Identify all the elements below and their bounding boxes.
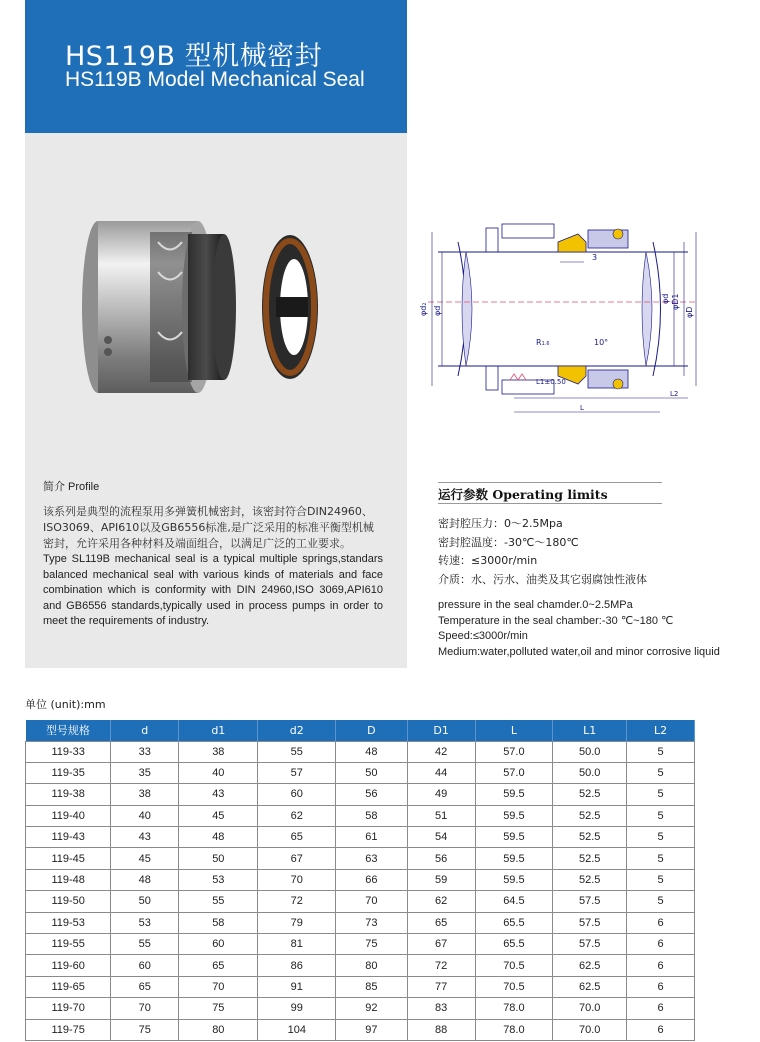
value-cell: 70.5 [475, 976, 553, 997]
table-row [26, 762, 695, 783]
value-cell: 6 [627, 955, 695, 976]
spec-table-body [26, 741, 695, 1040]
table-row [26, 912, 695, 933]
profile-heading: 简介 Profile [43, 481, 100, 493]
value-cell: 50 [111, 891, 179, 912]
value-cell: 59.5 [475, 848, 553, 869]
model-cell: 119-38 [26, 784, 111, 805]
value-cell: 70.0 [553, 1019, 627, 1040]
value-cell: 104 [258, 1019, 336, 1040]
dim-R-label [536, 338, 550, 347]
table-row [26, 998, 695, 1019]
value-cell: 70 [111, 998, 179, 1019]
value-cell: 54 [407, 827, 475, 848]
value-cell: 70 [179, 976, 258, 997]
value-cell: 6 [627, 998, 695, 1019]
model-cell: 119-75 [26, 1019, 111, 1040]
table-row [26, 976, 695, 997]
value-cell: 81 [258, 934, 336, 955]
col-header: L2 [627, 720, 695, 741]
operating-limits-heading: 运行参数 Operating limits [438, 487, 608, 502]
value-cell: 52.5 [553, 805, 627, 826]
value-cell: 73 [336, 912, 408, 933]
model-cell: 119-45 [26, 848, 111, 869]
model-cell: 119-40 [26, 805, 111, 826]
value-cell: 99 [258, 998, 336, 1019]
value-cell: 50.0 [553, 762, 627, 783]
table-row [26, 741, 695, 762]
value-cell: 5 [627, 891, 695, 912]
model-cell: 119-48 [26, 869, 111, 890]
col-header: d2 [258, 720, 336, 741]
value-cell: 55 [111, 934, 179, 955]
value-cell: 56 [336, 784, 408, 805]
value-cell: 53 [111, 912, 179, 933]
value-cell: 52.5 [553, 848, 627, 869]
value-cell: 85 [336, 976, 408, 997]
value-cell: 64.5 [475, 891, 553, 912]
value-cell: 97 [336, 1019, 408, 1040]
dim-d-left-label: φd [433, 305, 442, 316]
value-cell: 60 [179, 934, 258, 955]
value-cell: 40 [111, 805, 179, 826]
value-cell: 60 [111, 955, 179, 976]
dim-d-right-label: φd [661, 293, 670, 304]
value-cell: 5 [627, 848, 695, 869]
value-cell: 78.0 [475, 1019, 553, 1040]
col-header: 型号规格 [26, 720, 111, 741]
model-cell: 119-35 [26, 762, 111, 783]
value-cell: 38 [179, 741, 258, 762]
ops-heading-rule-bottom [438, 503, 662, 504]
value-cell: 65 [179, 955, 258, 976]
model-cell: 119-33 [26, 741, 111, 762]
model-cell: 119-43 [26, 827, 111, 848]
value-cell: 6 [627, 976, 695, 997]
dim-L1-label: L1±0.50 [536, 378, 566, 386]
value-cell: 57.0 [475, 741, 553, 762]
profile-text-chinese: 该系列是典型的流程泵用多弹簧机械密封，该密封符合DIN24960、ISO3069、API610以及GB6556标准,是广泛采用的标准平衡型机械密封，允许采用各种材料及端面组合，以满足广泛的工业要求。 [43, 505, 374, 550]
value-cell: 35 [111, 762, 179, 783]
value-cell: 57.5 [553, 912, 627, 933]
value-cell: 43 [179, 784, 258, 805]
operating-limits-cn-list [438, 515, 647, 590]
ops-en-item: Temperature in the seal chamber:-30 ℃~180 ℃ [438, 614, 674, 627]
spec-table-header-row [26, 720, 695, 741]
dim-D1-label: φD1 [671, 293, 680, 310]
value-cell: 6 [627, 912, 695, 933]
table-row [26, 891, 695, 912]
value-cell: 77 [407, 976, 475, 997]
profile-text-english: Type SL119B mechanical seal is a typical multiple springs,standars balanced mechanical seal with various kinds of materials and face combination which is conformity with DIN 24960,ISO 3069,API610 and GB6556 standards,typically used in process pumps in order to meet the requirements of industry. [43, 553, 383, 628]
value-cell: 75 [336, 934, 408, 955]
value-cell: 58 [179, 912, 258, 933]
table-row [26, 805, 695, 826]
table-row [26, 827, 695, 848]
value-cell: 66 [336, 869, 408, 890]
value-cell: 40 [179, 762, 258, 783]
value-cell: 65.5 [475, 934, 553, 955]
value-cell: 61 [336, 827, 408, 848]
value-cell: 33 [111, 741, 179, 762]
value-cell: 50 [179, 848, 258, 869]
value-cell: 60 [258, 784, 336, 805]
value-cell: 59.5 [475, 869, 553, 890]
col-header: L1 [553, 720, 627, 741]
value-cell: 75 [179, 998, 258, 1019]
dim-D-label: φD [685, 306, 694, 318]
ops-cn-item: 密封腔温度：-30℃～180℃ [438, 535, 579, 549]
table-row [26, 869, 695, 890]
col-header: D [336, 720, 408, 741]
value-cell: 5 [627, 869, 695, 890]
value-cell: 59.5 [475, 827, 553, 848]
value-cell: 70.5 [475, 955, 553, 976]
ops-en-item: pressure in the seal chamder.0~2.5MPa [438, 599, 633, 611]
value-cell: 44 [407, 762, 475, 783]
model-cell: 119-50 [26, 891, 111, 912]
value-cell: 62 [407, 891, 475, 912]
spec-table [25, 720, 695, 1041]
value-cell: 57.5 [553, 891, 627, 912]
title-english: HS119B Model Mechanical Seal [65, 68, 365, 91]
value-cell: 5 [627, 805, 695, 826]
col-header: L [475, 720, 553, 741]
table-row [26, 955, 695, 976]
value-cell: 6 [627, 934, 695, 955]
value-cell: 5 [627, 741, 695, 762]
unit-label: 单位 (unit):mm [25, 698, 106, 711]
value-cell: 52.5 [553, 869, 627, 890]
table-row [26, 784, 695, 805]
value-cell: 65 [111, 976, 179, 997]
value-cell: 91 [258, 976, 336, 997]
value-cell: 52.5 [553, 784, 627, 805]
value-cell: 63 [336, 848, 408, 869]
value-cell: 50 [336, 762, 408, 783]
model-cell: 119-70 [26, 998, 111, 1019]
value-cell: 43 [111, 827, 179, 848]
value-cell: 55 [179, 891, 258, 912]
value-cell: 56 [407, 848, 475, 869]
operating-limits-en-list [438, 598, 720, 660]
seal-cross-section-drawing [418, 212, 718, 422]
value-cell: 49 [407, 784, 475, 805]
dim-R-sub: 1.6 [541, 341, 550, 347]
ops-cn-item: 介质：水、污水、油类及其它弱腐蚀性液体 [438, 573, 647, 587]
value-cell: 70 [336, 891, 408, 912]
value-cell: 75 [111, 1019, 179, 1040]
value-cell: 65 [258, 827, 336, 848]
value-cell: 78.0 [475, 998, 553, 1019]
value-cell: 42 [407, 741, 475, 762]
value-cell: 57.0 [475, 762, 553, 783]
value-cell: 72 [407, 955, 475, 976]
value-cell: 67 [407, 934, 475, 955]
model-cell: 119-55 [26, 934, 111, 955]
value-cell: 5 [627, 784, 695, 805]
value-cell: 51 [407, 805, 475, 826]
value-cell: 48 [179, 827, 258, 848]
value-cell: 59.5 [475, 805, 553, 826]
value-cell: 45 [111, 848, 179, 869]
value-cell: 52.5 [553, 827, 627, 848]
seal-product-photo [80, 212, 340, 402]
col-header: d [111, 720, 179, 741]
value-cell: 65.5 [475, 912, 553, 933]
col-header: d1 [179, 720, 258, 741]
value-cell: 5 [627, 827, 695, 848]
value-cell: 6 [627, 1019, 695, 1040]
value-cell: 62 [258, 805, 336, 826]
value-cell: 72 [258, 891, 336, 912]
table-row [26, 934, 695, 955]
value-cell: 53 [179, 869, 258, 890]
value-cell: 62.5 [553, 955, 627, 976]
value-cell: 59 [407, 869, 475, 890]
dim-3-label: 3 [592, 253, 598, 262]
dim-L2-label: L2 [670, 390, 679, 398]
value-cell: 48 [111, 869, 179, 890]
value-cell: 50.0 [553, 741, 627, 762]
value-cell: 62.5 [553, 976, 627, 997]
value-cell: 70.0 [553, 998, 627, 1019]
value-cell: 45 [179, 805, 258, 826]
ops-heading-rule-top [438, 482, 662, 483]
table-row [26, 1019, 695, 1040]
model-cell: 119-53 [26, 912, 111, 933]
value-cell: 5 [627, 762, 695, 783]
value-cell: 59.5 [475, 784, 553, 805]
ops-cn-item: 密封腔压力：0～2.5Mpa [438, 517, 563, 530]
value-cell: 57 [258, 762, 336, 783]
value-cell: 80 [336, 955, 408, 976]
value-cell: 67 [258, 848, 336, 869]
value-cell: 58 [336, 805, 408, 826]
value-cell: 57.5 [553, 934, 627, 955]
value-cell: 48 [336, 741, 408, 762]
value-cell: 55 [258, 741, 336, 762]
table-row [26, 848, 695, 869]
dim-angle-label: 10° [594, 338, 609, 347]
dim-L-label: L [580, 404, 584, 412]
model-cell: 119-65 [26, 976, 111, 997]
value-cell: 70 [258, 869, 336, 890]
ops-en-item: Medium:water,polluted water,oil and minor corrosive liquid [438, 645, 720, 658]
model-cell: 119-60 [26, 955, 111, 976]
value-cell: 88 [407, 1019, 475, 1040]
dim-d2-label: φd₂ [419, 302, 428, 316]
value-cell: 65 [407, 912, 475, 933]
value-cell: 79 [258, 912, 336, 933]
ops-cn-item: 转速：≤3000r/min [438, 554, 538, 568]
value-cell: 92 [336, 998, 408, 1019]
value-cell: 80 [179, 1019, 258, 1040]
value-cell: 86 [258, 955, 336, 976]
ops-en-item: Speed:≤3000r/min [438, 630, 528, 642]
value-cell: 38 [111, 784, 179, 805]
value-cell: 83 [407, 998, 475, 1019]
title-chinese: HS119B 型机械密封 [65, 41, 323, 72]
col-header: D1 [407, 720, 475, 741]
dim-R-main: R [536, 338, 542, 347]
